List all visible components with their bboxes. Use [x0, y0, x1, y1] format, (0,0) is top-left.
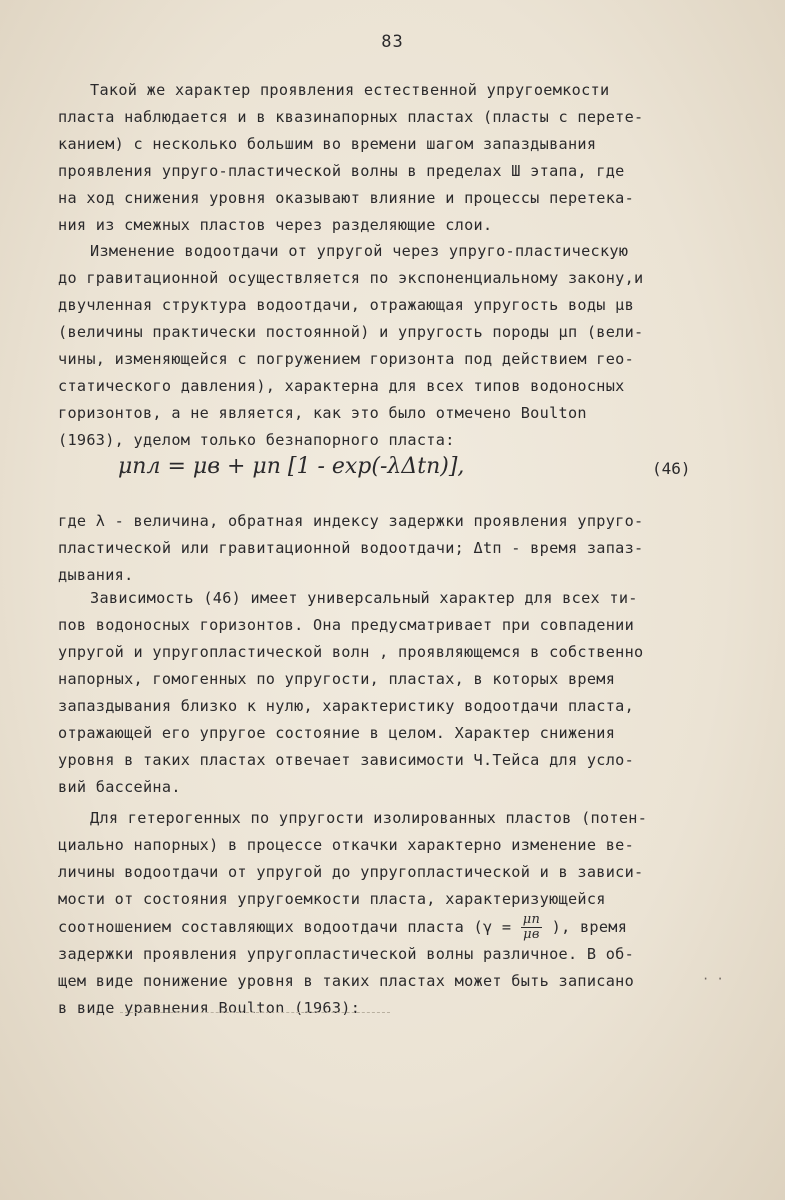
gamma-line: [58, 910, 627, 944]
text-line: проявления упруго-пластической волны в пределах Ш этапа, где: [58, 162, 625, 180]
text-line: на ход снижения уровня оказывают влияние и процессы перетека-: [58, 189, 635, 207]
text-line: Такой же характер проявления естественной упругоемкости: [90, 81, 610, 99]
text-line: дывания.: [58, 566, 134, 584]
formula-46: μпл = μв + μп [1 - exp(-λΔtп)],: [118, 454, 465, 479]
page-number: 83: [381, 32, 404, 52]
text-line: щем виде понижение уровня в таких пластах может быть записано: [58, 972, 635, 990]
text-line: упругой и упругопластической волн , проявляющемся в собственно: [58, 643, 644, 661]
text-line: (величины практически постоянной) и упругость породы μп (вели-: [58, 323, 644, 341]
text-line: где λ - величина, обратная индексу задержки проявления упруго-: [58, 512, 644, 530]
margin-marks: · ·: [702, 972, 724, 986]
text-line: запаздывания близко к нулю, характеристику водоотдачи пласта,: [58, 697, 635, 715]
text-line: Для гетерогенных по упругости изолированных пластов (потен-: [90, 809, 648, 827]
text-line: вий бассейна.: [58, 778, 181, 796]
text-line: Изменение водоотдачи от упругой через упруго-пластическую: [90, 242, 629, 260]
text-line: пласта наблюдается и в квазинапорных пластах (пласты с перете-: [58, 108, 644, 126]
text-line: отражающей его упругое состояние в целом. Характер снижения: [58, 724, 616, 742]
text-line: (1963), уделом только безнапорного пласта:: [58, 431, 455, 449]
text-line: Зависимость (46) имеет универсальный характер для всех ти-: [90, 589, 638, 607]
text-line: циально напорных) в процессе откачки характерно изменение ве-: [58, 836, 635, 854]
text-line: до гравитационной осуществляется по экспоненциальному закону,и: [58, 269, 644, 287]
gamma-line-before: соотношением составляющих водоотдачи пласта (γ =: [58, 918, 512, 936]
text-line: горизонтов, а не является, как это было отмечено Boulton: [58, 404, 587, 422]
text-line: пов водоносных горизонтов. Она предусматривает при совпадении: [58, 616, 635, 634]
text-line: статического давления), характерна для всех типов водоносных: [58, 377, 625, 395]
text-line: ния из смежных пластов через разделяющие слои.: [58, 216, 493, 234]
text-line: уровня в таких пластах отвечает зависимости Ч.Тейса для усло-: [58, 751, 635, 769]
text-line: мости от состояния упругоемкости пласта, характеризующейся: [58, 890, 606, 908]
text-line: в виде уравнения Boulton (1963):: [58, 999, 361, 1017]
fraction-numerator: μп: [522, 912, 541, 927]
gamma-line-after: ), время: [551, 918, 628, 936]
text-line: личины водоотдачи от упругой до упругопластической и в зависи-: [58, 863, 644, 881]
text-line: задержки проявления упругопластической волны различное. В об-: [58, 945, 635, 963]
fraction-denominator: μв: [523, 927, 540, 942]
text-line: пластической или гравитационной водоотдачи; Δtп - время запаз-: [58, 539, 644, 557]
text-line: двучленная структура водоотдачи, отражающая упругость воды μв: [58, 296, 635, 314]
text-line: канием) с несколько большим во времени шагом запаздывания: [58, 135, 597, 153]
gamma-fraction: [521, 913, 542, 942]
faint-rule: [120, 1012, 390, 1013]
equation-number: (46): [652, 459, 691, 478]
text-line: напорных, гомогенных по упругости, пластах, в которых время: [58, 670, 616, 688]
text-line: чины, изменяющейся с погружением горизонта под действием гео-: [58, 350, 635, 368]
